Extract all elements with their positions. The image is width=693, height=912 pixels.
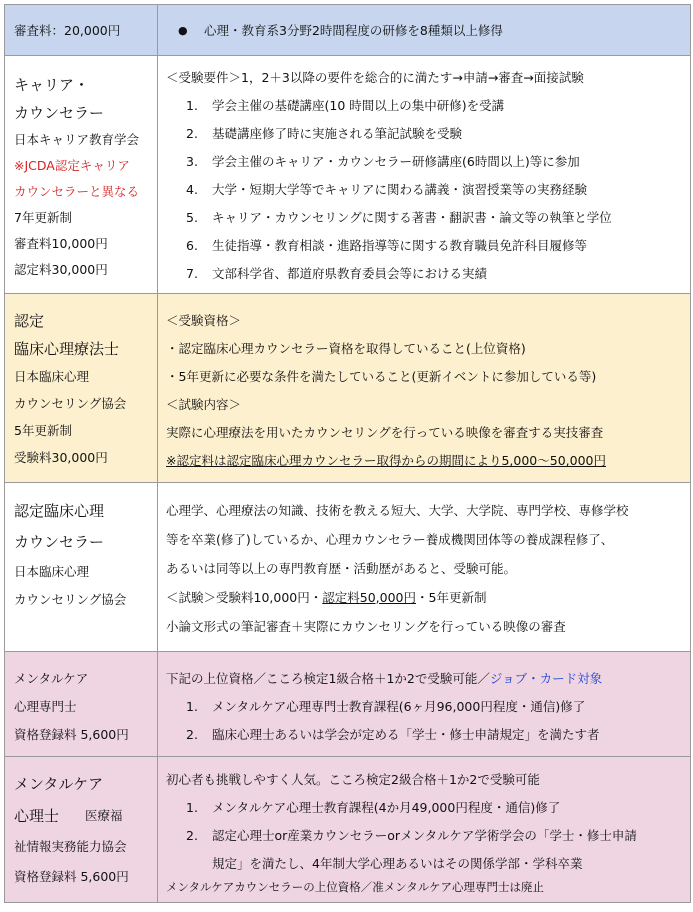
row-clinical-counselor [5,483,691,652]
row-mental-care-psychologist [5,757,691,903]
row6-left-line: 祉情報実務能力協会 [14,839,127,854]
list-item: 3. 学会主催のキャリア・カウンセラー研修講座(6時間以上)等に参加 [186,153,580,169]
list-item: 2. 臨床心理士あるいは学会が定める「学士・修士申請規定」を満たす者 [186,726,600,742]
row3-right-cell [158,294,691,483]
row5-left-line: メンタルケア [14,671,89,686]
row4-left-cell [5,483,158,652]
row4-left-line: 認定臨床心理 [14,502,105,520]
row4-line: 等を卒業(修了)しているか、心理カウンセラー養成機関団体等の養成課程修了、 [166,531,614,547]
row-review-fee [5,5,691,56]
row-clinical-therapist [5,294,691,483]
row6-note: メンタルケアカウンセラーの上位資格／准メンタルケア心理専門士は廃止 [166,880,545,894]
list-item: 1. メンタルケア心理専門士教育課程(6ヶ月96,000円程度・通信)修了 [186,698,586,714]
row6-continuation: 規定」を満たし、4年制大学心理あるいはその関係学部・学科卒業 [212,856,583,871]
row1-right-cell [158,5,691,56]
row2-left-line: 7年更新制 [14,210,72,225]
row2-right-cell [158,56,691,294]
row1-left-cell [5,5,158,56]
row2-left-note: カウンセラーと異なる [14,184,140,199]
bullet-icon: ● [178,23,188,37]
row6-left-line: メンタルケア [14,774,104,793]
row1-left-text: 審査料：20,000円 [14,23,121,38]
row6-right-cell [158,757,691,903]
row5-intro: 下記の上位資格／こころ検定1級合格＋1か2で受験可能／ ジョブ・カード対象 [166,671,603,686]
row2-left-cell [5,56,158,294]
row6-left-line: 心理士 医療福 [14,806,123,825]
row-career-counselor [5,56,691,294]
list-item: 7. 文部科学省、都道府県教育委員会等における実績 [186,265,488,281]
row4-exam-line: ＜試験＞受験料10,000円・ 認定料50,000円 ・5年更新制 [166,589,487,605]
list-item: 1. 学会主催の基礎講座(10 時間以上の集中研修)を受講 [186,97,505,113]
certification-fee: 認定料50,000円 [322,589,416,605]
list-item: 6. 生徒指導・教育相談・進路指導等に関する教育職員免許科目履修等 [186,237,588,253]
row3-left-line: 日本臨床心理 [14,368,90,384]
row3-line: ＜受験資格＞ [166,313,242,328]
row3-line: ・認定臨床心理カウンセラー資格を取得していること(上位資格) [166,341,526,356]
row6-intro: 初心者も挑戦しやすく人気。こころ検定2級合格＋1か2で受験可能 [166,772,540,787]
list-item: 5. キャリア・カウンセリングに関する著書・翻訳書・論文等の執筆と学位 [186,209,612,225]
row4-line: 小論文形式の筆記審査＋実際にカウンセリングを行っている映像の審査 [166,618,566,634]
row4-right-cell [158,483,691,652]
row6-left-line: 資格登録料 5,600円 [14,869,129,884]
row3-left-line: 臨床心理療法士 [14,339,120,358]
list-item: 2. 基礎講座修了時に実施される筆記試験を受験 [186,125,463,141]
row2-left-line: 審査料10,000円 [14,236,108,251]
row2-left-line: カウンセラー [14,103,105,122]
row1-right-text: 心理・教育系3分野2時間程度の研修を8種類以上修得 [204,23,503,38]
row3-left-line: 認定 [14,311,45,330]
row2-left-line: 認定料30,000円 [14,262,108,277]
row5-left-cell [5,652,158,757]
row5-right-cell [158,652,691,757]
row3-line: ＜試験内容＞ [166,397,242,412]
qualification-table [4,4,691,903]
row5-left-line: 心理専門士 [14,699,77,714]
row4-left-line: 日本臨床心理 [14,564,90,579]
list-item: 2. 認定心理士or産業カウンセラーorメンタルケア学術学会の「学士・修士申請 [186,827,637,843]
row2-left-line: キャリア・ [14,75,90,94]
row4-line: あるいは同等以上の専門教育歴・活動歴があると、受験可能。 [166,560,517,576]
row4-left-line: カウンセリング協会 [14,592,127,607]
row3-left-cell [5,294,158,483]
row3-line: 実際に心理療法を用いたカウンセリングを行っている映像を審査する実技審査 [166,425,604,440]
row2-left-line: 日本キャリア教育学会 [14,132,140,147]
row3-left-line: 受験料30,000円 [14,449,108,465]
row2-intro: ＜受験要件＞1，2＋3以降の要件を総合的に満たす→申請→審査→面接試験 [166,70,584,85]
row-mental-care-specialist [5,652,691,757]
row5-left-line: 資格登録料 5,600円 [14,727,129,742]
row3-line: ・5年更新に必要な条件を満たしていること(更新イベントに参加している等) [166,369,597,384]
job-card-target: ジョブ・カード対象 [489,671,603,686]
row3-fee-note: ※認定料は認定臨床心理カウンセラー取得からの期間により5,000～50,000円 [166,453,606,468]
row3-left-line: 5年更新制 [14,422,72,438]
row2-left-note: ※JCDA認定キャリア [14,158,130,173]
row4-line: 心理学、心理療法の知識、技術を教える短大、大学、大学院、専門学校、専修学校 [166,502,629,518]
row4-left-line: カウンセラー [14,533,105,551]
list-item: 1. メンタルケア心理士教育課程(4か月49,000円程度・通信)修了 [186,799,561,815]
list-item: 4. 大学・短期大学等でキャリアに関わる講義・演習授業等の実務経験 [186,181,588,197]
row3-left-line: カウンセリング協会 [14,395,127,411]
row6-left-cell [5,757,158,903]
